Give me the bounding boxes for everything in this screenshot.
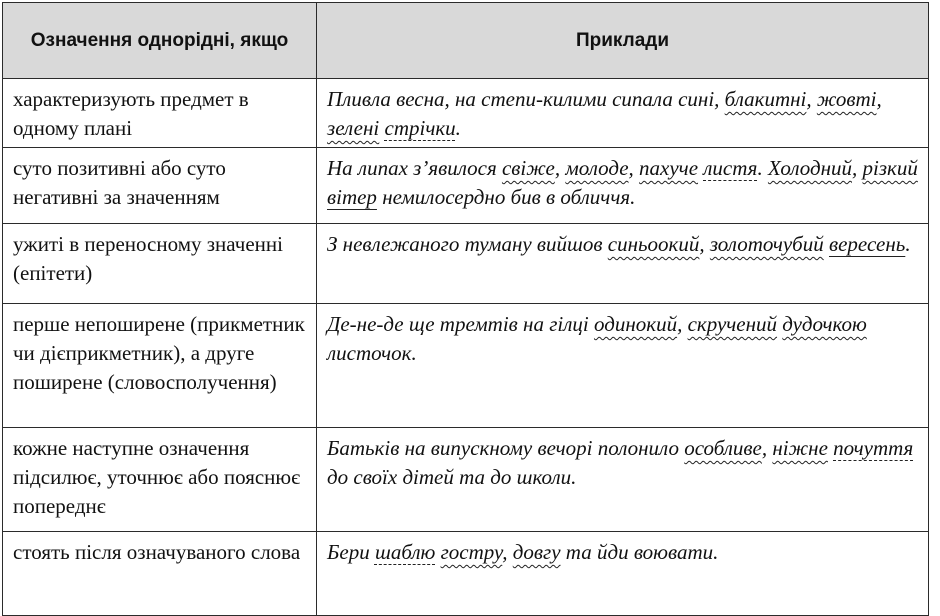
example-text: , <box>677 312 688 336</box>
example-text: , <box>852 156 863 180</box>
condition-cell: кожне наступне означення підсилює, уточнює або пояснює попереднє <box>3 428 317 532</box>
example-text: Пливла весна, на степи-килими сипала сині, <box>327 87 725 111</box>
underlined-word: ніжне <box>772 436 828 460</box>
example-cell <box>317 148 929 224</box>
condition-cell: характеризують предмет в одному плані <box>3 79 317 148</box>
example-text: листочок. <box>327 341 417 365</box>
example-text: , <box>876 87 882 111</box>
table-row <box>3 428 929 532</box>
table-header-row <box>3 3 929 79</box>
homogeneous-attributes-table <box>2 2 929 616</box>
example-text: та йди воювати. <box>560 540 719 564</box>
example-text: Батьків на випускному вечорі полонило <box>327 436 685 460</box>
underlined-word: довгу <box>512 540 561 564</box>
example-text: Бери <box>327 540 375 564</box>
underlined-word: одинокий <box>593 312 678 336</box>
example-cell <box>317 428 929 532</box>
example-cell <box>317 224 929 304</box>
example-text: Де-не-де ще тремтів на гілці <box>327 312 594 336</box>
underlined-word: золоточубий <box>709 232 824 256</box>
underlined-word: вересень <box>828 232 906 256</box>
example-text: . <box>905 232 911 256</box>
condition-cell: суто позитивні або суто негативні за значенням <box>3 148 317 224</box>
table-row <box>3 532 929 616</box>
example-text: немилосердно бив в обличчя. <box>376 185 636 209</box>
example-text: , <box>502 540 513 564</box>
table-row <box>3 304 929 428</box>
table-row <box>3 148 929 224</box>
underlined-word: різкий <box>862 156 918 180</box>
condition-cell: перше непоширене (прикметник чи дієприкметник), а друге поширене (словосполучення) <box>3 304 317 428</box>
example-cell <box>317 304 929 428</box>
underlined-word: Холодний <box>767 156 852 180</box>
underlined-word: шаблю <box>374 540 436 564</box>
example-cell <box>317 79 929 148</box>
underlined-word: молоде <box>565 156 629 180</box>
example-text: , <box>699 232 710 256</box>
underlined-word: вітер <box>327 185 377 209</box>
condition-cell: ужиті в переносному значенні (епітети) <box>3 224 317 304</box>
underlined-word: пахуче <box>639 156 699 180</box>
example-text: , <box>761 436 773 460</box>
underlined-word: почуття <box>833 436 914 460</box>
example-text: до своїх дітей та до школи. <box>327 465 577 489</box>
underlined-word: блакитні <box>724 87 807 111</box>
example-text: . <box>455 116 461 140</box>
table-row <box>3 79 929 148</box>
example-cell <box>317 532 929 616</box>
example-text: На липах з’явилося <box>327 156 502 180</box>
condition-cell: стоять після означуваного слова <box>3 532 317 616</box>
underlined-word: свіже <box>501 156 555 180</box>
header-examples: Приклади <box>317 3 929 79</box>
example-text: , <box>628 156 640 180</box>
underlined-word: дудочкою <box>782 312 867 336</box>
example-text: , <box>554 156 566 180</box>
underlined-word: листя <box>703 156 758 180</box>
example-text: , <box>806 87 817 111</box>
underlined-word: скручений <box>687 312 778 336</box>
example-text: . <box>757 156 768 180</box>
header-condition: Означення однорідні, якщо <box>3 3 317 79</box>
underlined-word: синьоокий <box>607 232 700 256</box>
underlined-word: жовті <box>816 87 877 111</box>
underlined-word: зелені <box>327 116 380 140</box>
underlined-word: гостру <box>440 540 503 564</box>
example-text: З невлежаного туману вийшов <box>327 232 608 256</box>
underlined-word: стрічки <box>384 116 456 140</box>
table-row <box>3 224 929 304</box>
underlined-word: особливе <box>684 436 762 460</box>
